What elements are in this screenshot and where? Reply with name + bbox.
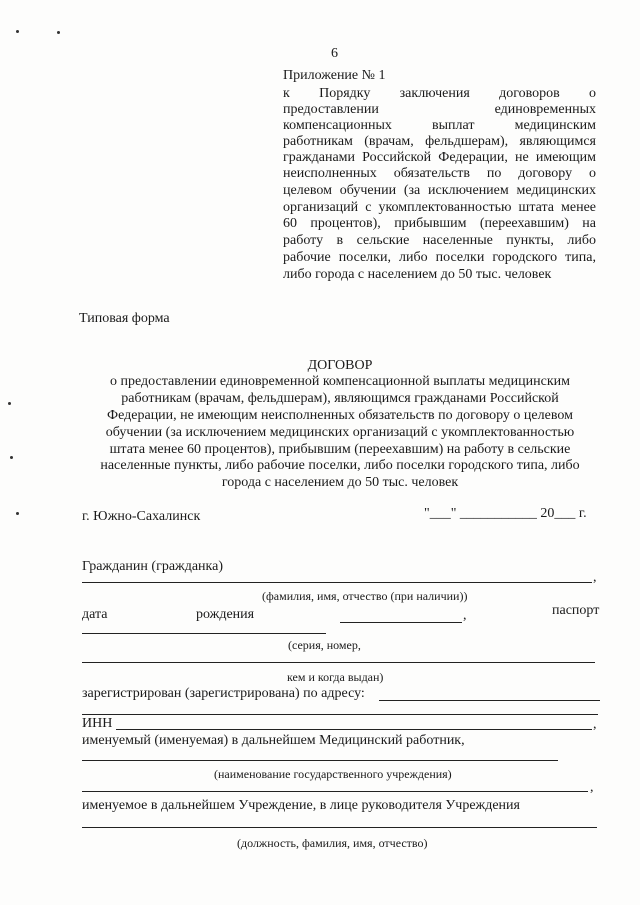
birth-date-label: дата <box>82 607 108 622</box>
scan-speck <box>8 402 11 405</box>
page-number: 6 <box>331 46 338 61</box>
contract-subtitle-line: обучении (за исключением медицинских организаций с укомплектованностью <box>105 425 575 440</box>
scan-speck <box>16 512 19 515</box>
inn-line[interactable] <box>116 729 592 730</box>
institution-line-2[interactable] <box>82 791 588 792</box>
fio-line[interactable] <box>82 582 592 583</box>
registered-label: зарегистрирован (зарегистрирована) по адресу: <box>82 686 365 701</box>
appendix-line: рабочие поселки, либо поселки городского типа, <box>283 250 596 265</box>
series-hint: (серия, номер, <box>288 638 361 652</box>
passport-issued-line[interactable] <box>82 662 595 663</box>
inn-label: ИНН <box>82 716 113 731</box>
birth-label: рождения <box>196 607 255 622</box>
contract-subtitle-line: Федерации, не имеющим неисполненных обязательств по договору о целевом <box>107 408 573 423</box>
institution-line[interactable] <box>82 760 558 761</box>
contract-subtitle-line: населенные пункты, либо рабочие поселки, либо поселки городского типа, либо <box>100 458 580 473</box>
passport-label: паспорт <box>552 603 600 618</box>
address-line-2[interactable] <box>82 714 598 715</box>
appendix-line: 60 процентов), прибывшим (переехавшим) на <box>283 216 596 231</box>
appendix-line: либо города с населением до 50 тыс. человек <box>283 267 552 282</box>
date-field[interactable]: "___" ___________ 20___ г. <box>424 506 587 521</box>
appendix-line: работникам (врачам, фельдшерам), являющимся <box>283 134 596 149</box>
contract-subtitle-line: штата менее 60 процентов), прибывшим (переехавшим) на работу в сельские <box>109 442 571 457</box>
citizen-label: Гражданин (гражданка) <box>82 559 223 574</box>
passport-series-line[interactable] <box>82 633 326 634</box>
institution-hint: (наименование государственного учреждения) <box>214 767 452 781</box>
appendix-line: неисполненных обязательств по договору о <box>283 166 596 181</box>
named-institution-text: именуемое в дальнейшем Учреждение, в лице руководителя Учреждения <box>82 798 520 813</box>
issued-hint: кем и когда выдан) <box>287 670 384 684</box>
contract-subtitle-line: работникам (врачам, фельдшерам), являющимся гражданами Российской <box>121 391 559 406</box>
contract-title: ДОГОВОР <box>307 358 373 373</box>
appendix-line: гражданами Российской Федерации, не имеющим <box>283 150 596 165</box>
appendix-line: к Порядку заключения договоров о <box>283 86 596 101</box>
trailing-comma: , <box>593 570 597 585</box>
birth-date-line[interactable] <box>340 622 462 623</box>
appendix-line: компенсационных выплат медицинским <box>283 118 596 133</box>
fio-hint: (фамилия, имя, отчество (при наличии)) <box>262 589 468 603</box>
scan-speck <box>16 30 19 33</box>
position-line[interactable] <box>82 827 597 828</box>
trailing-comma: , <box>590 780 594 795</box>
position-hint: (должность, фамилия, имя, отчество) <box>237 836 428 850</box>
contract-subtitle-line: о предоставлении единовременной компенсационной выплаты медицинским <box>110 374 570 389</box>
scan-speck <box>10 456 13 459</box>
appendix-line: предоставлении единовременных <box>283 102 596 117</box>
appendix-line: работу в сельские населенные пункты, либо <box>283 233 596 248</box>
trailing-comma: , <box>463 608 467 623</box>
form-type-label: Типовая форма <box>79 311 170 326</box>
named-worker-text: именуемый (именуемая) в дальнейшем Медицинский работник, <box>82 733 465 748</box>
contract-subtitle-line: города с населением до 50 тыс. человек <box>221 475 459 490</box>
appendix-line: целевом обучении (за исключением медицинских <box>283 183 596 198</box>
appendix-title: Приложение № 1 <box>283 68 386 83</box>
place-label: г. Южно-Сахалинск <box>82 509 201 524</box>
appendix-line: организаций с укомплектованностью штата менее <box>283 200 596 215</box>
scan-speck <box>57 31 60 34</box>
trailing-comma: , <box>593 717 597 732</box>
address-line-1[interactable] <box>379 700 600 701</box>
